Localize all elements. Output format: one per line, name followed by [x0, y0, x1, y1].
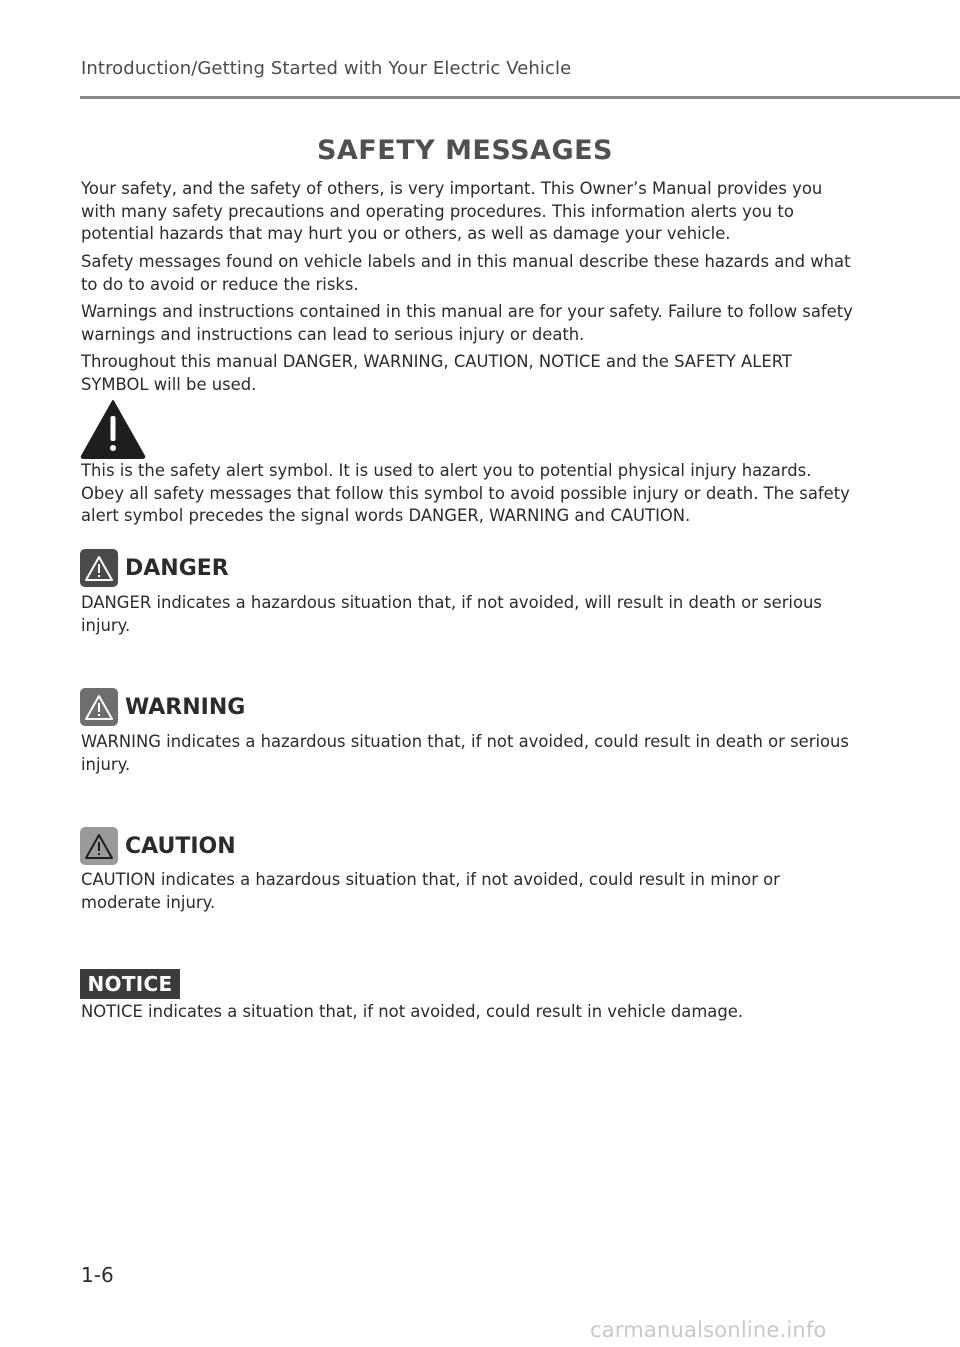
section-title: SAFETY MESSAGES: [316, 135, 614, 166]
watermark: carmanualsonline.info: [590, 1318, 827, 1342]
notice-description: NOTICE indicates a situation that, if not avoided, could result in vehicle damage.: [81, 1002, 744, 1021]
safety-alert-symbol-icon: [80, 399, 146, 463]
caution-label: CAUTION: [125, 833, 236, 859]
caution-description: CAUTION indicates a hazardous situation that, if not avoided, could result in minor or moderate injury.: [81, 870, 780, 912]
running-header: Introduction/Getting Started with Your Electric Vehicle: [81, 58, 572, 79]
warning-description: WARNING indicates a hazardous situation that, if not avoided, could result in death or serious injury.: [81, 732, 849, 774]
page-number: 1-6: [81, 1263, 114, 1287]
warning-triangle-icon: [80, 688, 118, 726]
header-divider: [80, 96, 960, 99]
notice-badge: NOTICE: [80, 969, 180, 999]
danger-description: DANGER indicates a hazardous situation that, if not avoided, will result in death or serious injury.: [81, 593, 822, 635]
danger-label: DANGER: [125, 555, 229, 581]
alert-symbol-description: This is the safety alert symbol. It is used to alert you to potential physical injury hazards. Obey all safety messages that follow this symbol to avoid possible injury or death. The safety alert symbol precedes the signal words DANGER, WARNING and CAUTION.: [81, 461, 850, 526]
caution-warning-triangle-icon: [80, 827, 118, 865]
caution-heading: [80, 827, 236, 865]
warning-heading: [80, 688, 245, 726]
warning-label: WARNING: [125, 694, 246, 720]
signal-words-paragraph: Throughout this manual DANGER, WARNING, CAUTION, NOTICE and the SAFETY ALERT SYMBOL will be used.: [81, 352, 792, 394]
danger-heading: [80, 549, 229, 587]
warnings-paragraph: Warnings and instructions contained in this manual are for your safety. Failure to follow safety warnings and instructions can lead to serious injury or death.: [81, 302, 853, 344]
labels-paragraph: Safety messages found on vehicle labels and in this manual describe these hazards and what to do to avoid or reduce the risks.: [81, 252, 851, 294]
intro-paragraph: Your safety, and the safety of others, is very important. This Owner’s Manual provides you with many safety precautions and operating procedures. This information alerts you to potential hazards that may hurt you or others, as well as damage your vehicle.: [81, 179, 823, 244]
danger-warning-triangle-icon: [80, 549, 118, 587]
